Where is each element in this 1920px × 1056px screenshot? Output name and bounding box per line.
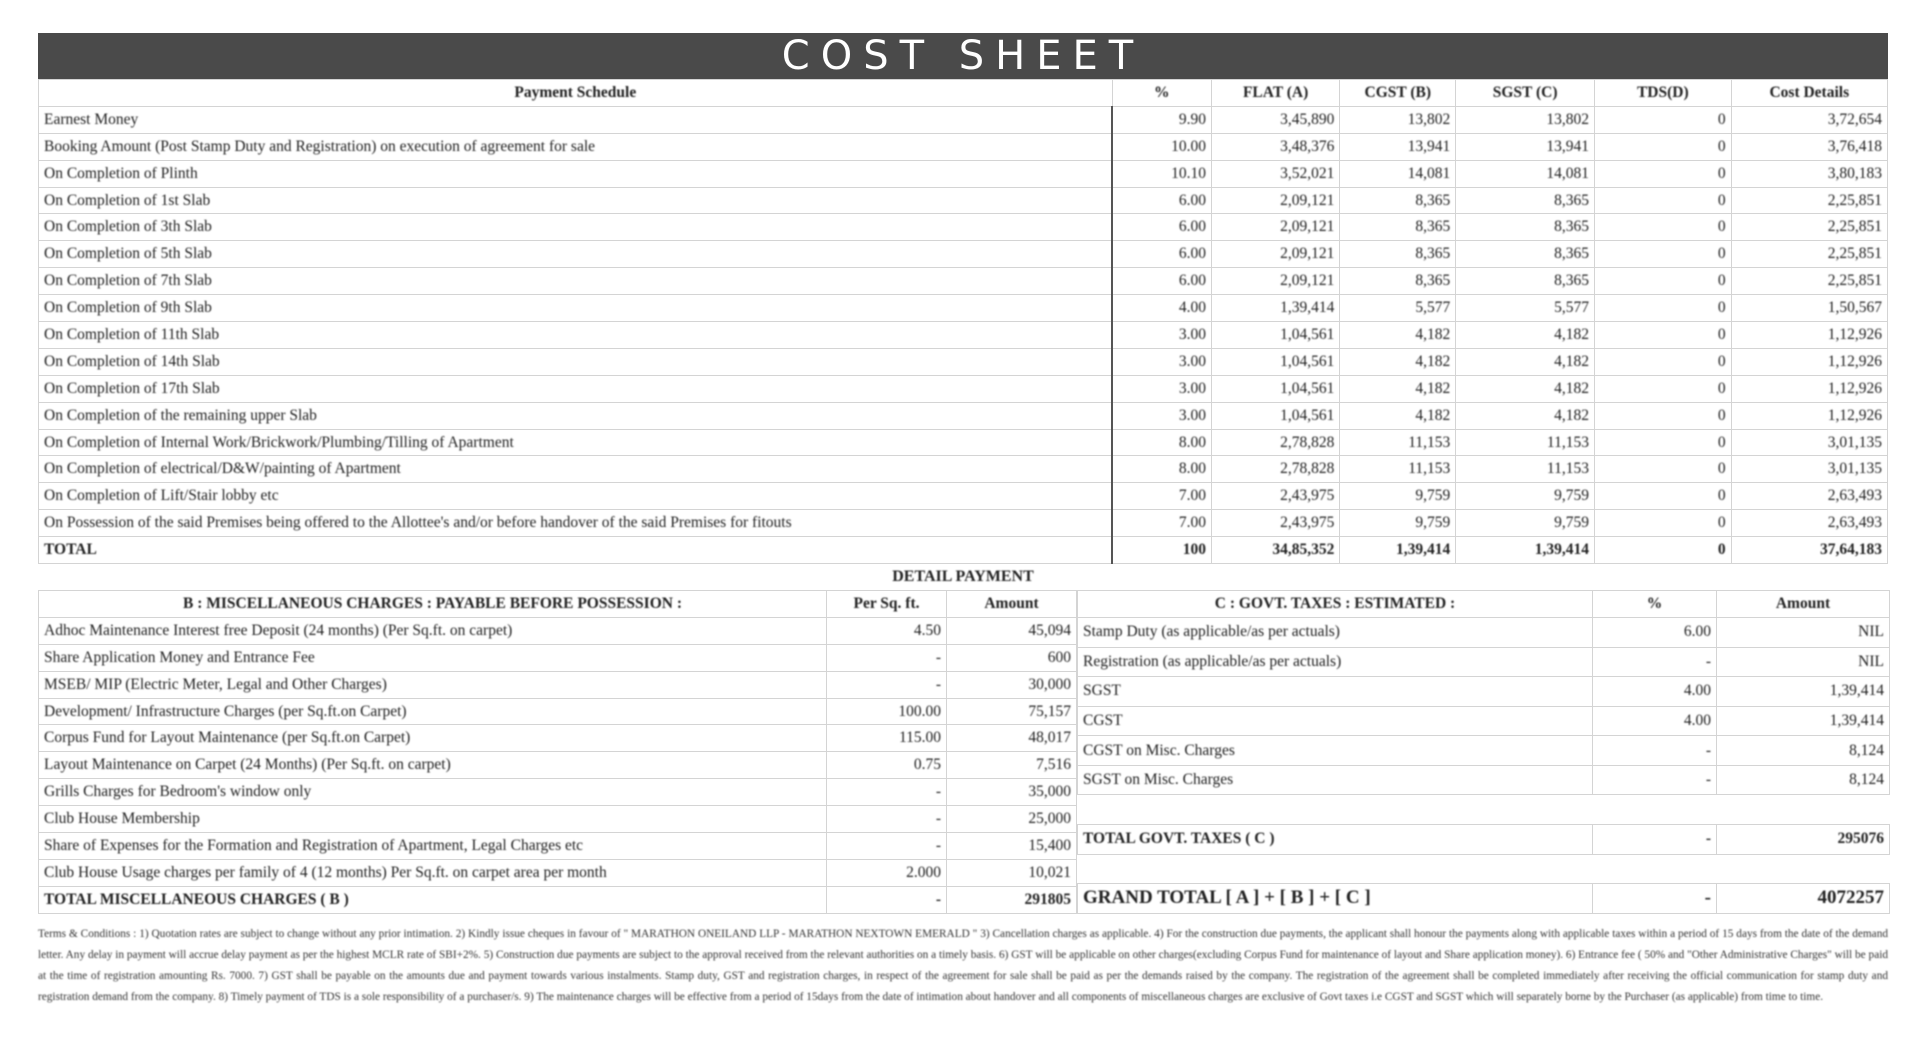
column-header: Cost Details [1731, 80, 1887, 107]
page-title: COST SHEET [781, 33, 1145, 79]
table-cell: SGST on Misc. Charges [1078, 765, 1593, 795]
column-header: Amount [947, 591, 1077, 618]
table-cell: Registration (as applicable/as per actuals) [1078, 647, 1593, 677]
table-cell: 0 [1594, 429, 1731, 456]
table-cell: 8,365 [1340, 187, 1456, 214]
table-cell: 9,759 [1340, 483, 1456, 510]
table-cell: 25,000 [947, 806, 1077, 833]
table-row [39, 187, 1888, 214]
grand-total-cell: 4072257 [1717, 884, 1890, 914]
table-cell: Grills Charges for Bedroom's window only [39, 779, 827, 806]
table-cell: 8,365 [1456, 268, 1595, 295]
table-cell: 4,182 [1340, 348, 1456, 375]
table-row [1078, 647, 1890, 677]
table-cell: 3,72,654 [1731, 106, 1887, 133]
table-cell: 8,124 [1717, 765, 1890, 795]
table-cell: SGST [1078, 677, 1593, 707]
column-header: B : MISCELLANEOUS CHARGES : PAYABLE BEFORE POSSESSION : [39, 591, 827, 618]
table-cell: 13,941 [1340, 133, 1456, 160]
column-header: Payment Schedule [39, 80, 1113, 107]
table-row [39, 725, 1077, 752]
table-cell: 1,04,561 [1211, 375, 1339, 402]
table-cell: 600 [947, 644, 1077, 671]
table-cell: 3.00 [1112, 375, 1211, 402]
table-cell: 8.00 [1112, 456, 1211, 483]
table-cell: - [827, 779, 947, 806]
table-cell: 8,365 [1456, 187, 1595, 214]
table-cell: 2,09,121 [1211, 268, 1339, 295]
table-cell: 2,09,121 [1211, 241, 1339, 268]
table-cell: 0 [1594, 133, 1731, 160]
table-row [39, 644, 1077, 671]
table-cell: 0 [1594, 510, 1731, 537]
table-cell: On Possession of the said Premises being offered to the Allottee's and/or before handover of the said Premises for fitouts [39, 510, 1113, 537]
table-cell: - [1593, 736, 1717, 766]
table-cell: Earnest Money [39, 106, 1113, 133]
table-cell: 2,09,121 [1211, 187, 1339, 214]
table-cell: 4,182 [1456, 322, 1595, 349]
table-cell: 4,182 [1456, 348, 1595, 375]
table-cell: - [827, 806, 947, 833]
table-cell: 3,48,376 [1211, 133, 1339, 160]
table-cell: - [1593, 647, 1717, 677]
terms-and-conditions: Terms & Conditions : 1) Quotation rates are subject to change without any prior intimation. 2) Kindly issue cheques in favour of " MARATHON ONEILAND LLP - MARATHON NEXTOWN EMERALD " 3) Cancellation charges as applicable. 4) For the construction due payments, the applicant shall honour the payments along with applicable taxes within a period of 15 days from the date of the demand letter. Any delay in payment will accrue delay payment as per the highest MCLR rate of SBI+2%. 5) Construction due payments are subject to the approval received from the relevant authorities on a timely basis. 6) GST will be applicable on other charges(excluding Corpus Fund for maintenance of layout and Share application money). 6) Entrance fee ( 50% and "Other Administrative Charges" will be paid at the time of registration amounting Rs. 7000. 7) GST shall be payable on the amounts due and payment towards various instalments. Stamp duty, GST and registration charges, in respect of the agreement for sale shall be paid as per the demands raised by the company. The registration of the agreement shall be completed immediately after receiving the official communication for stamp duty and registration demand from the company. 8) Timely payment of TDS is a sole responsibility of a purchaser/s. 9) The maintenance charges will be effective from a period of 15days from the date of intimation about handover and all components of miscellaneous charges are exclusive of Govt taxes i.e CGST and SGST which will separately borne by the Purchaser (as applicable) from time to time. [38, 927, 1888, 1003]
table-cell: 2,25,851 [1731, 187, 1887, 214]
table-cell: 9.90 [1112, 106, 1211, 133]
table-cell: - [827, 644, 947, 671]
table-row [39, 752, 1077, 779]
gov-total-row [1078, 824, 1890, 854]
column-header: C : GOVT. TAXES : ESTIMATED : [1078, 591, 1593, 618]
table-row [39, 859, 1077, 886]
table-cell: 3,52,021 [1211, 160, 1339, 187]
table-cell: 1,04,561 [1211, 322, 1339, 349]
table-cell: 0 [1594, 187, 1731, 214]
table-cell: On Completion of 7th Slab [39, 268, 1113, 295]
table-cell: 2,43,975 [1211, 483, 1339, 510]
total-cell: 37,64,183 [1731, 537, 1887, 564]
table-cell: 48,017 [947, 725, 1077, 752]
table-cell: Club House Membership [39, 806, 827, 833]
table-cell: On Completion of electrical/D&W/painting of Apartment [39, 456, 1113, 483]
detail-payment-title: DETAIL PAYMENT [892, 568, 1034, 586]
table-cell: 4,182 [1340, 322, 1456, 349]
table-cell: Corpus Fund for Layout Maintenance (per Sq.ft.on Carpet) [39, 725, 827, 752]
table-row [39, 456, 1888, 483]
grand-total-cell: GRAND TOTAL [ A ] + [ B ] + [ C ] [1078, 884, 1593, 914]
table-cell: 3.00 [1112, 348, 1211, 375]
table-cell: 8,365 [1456, 241, 1595, 268]
table-row [39, 429, 1888, 456]
table-cell: 1,39,414 [1211, 295, 1339, 322]
table-cell: 2,25,851 [1731, 268, 1887, 295]
table-cell: Adhoc Maintenance Interest free Deposit (24 months) (Per Sq.ft. on carpet) [39, 617, 827, 644]
table-row [39, 806, 1077, 833]
table-cell: 7,516 [947, 752, 1077, 779]
table-cell: 0 [1594, 375, 1731, 402]
table-cell: Stamp Duty (as applicable/as per actuals) [1078, 617, 1593, 647]
table-cell: 1,04,561 [1211, 402, 1339, 429]
blank-cell [1078, 854, 1890, 884]
table-row [39, 268, 1888, 295]
total-cell: TOTAL [39, 537, 1113, 564]
table-cell: 6.00 [1112, 268, 1211, 295]
table-cell: 3,01,135 [1731, 429, 1887, 456]
total-cell: 291805 [947, 886, 1077, 913]
table-cell: 8,124 [1717, 736, 1890, 766]
table-cell: 0 [1594, 106, 1731, 133]
table-row [39, 106, 1888, 133]
detail-payment-section [38, 590, 1888, 914]
table-cell: 1,04,561 [1211, 348, 1339, 375]
table-cell: 2,43,975 [1211, 510, 1339, 537]
table-row [1078, 765, 1890, 795]
table-cell: 10.10 [1112, 160, 1211, 187]
table-cell: - [827, 833, 947, 860]
table-cell: 4.50 [827, 617, 947, 644]
column-header: % [1593, 591, 1717, 618]
table-cell: 14,081 [1340, 160, 1456, 187]
schedule-total-row [39, 537, 1888, 564]
table-cell: 2,78,828 [1211, 429, 1339, 456]
table-row [39, 671, 1077, 698]
table-cell: 1,12,926 [1731, 348, 1887, 375]
table-cell: 2,63,493 [1731, 483, 1887, 510]
table-cell: 4,182 [1340, 375, 1456, 402]
table-cell: 0 [1594, 456, 1731, 483]
table-cell: 0 [1594, 402, 1731, 429]
column-header: SGST (C) [1456, 80, 1595, 107]
table-cell: Development/ Infrastructure Charges (per Sq.ft.on Carpet) [39, 698, 827, 725]
table-cell: On Completion of the remaining upper Slab [39, 402, 1113, 429]
table-cell: - [1593, 765, 1717, 795]
misc-charges-table [38, 590, 1077, 914]
title-bar [38, 33, 1888, 79]
table-cell: Share Application Money and Entrance Fee [39, 644, 827, 671]
table-cell: 2,25,851 [1731, 214, 1887, 241]
table-cell: 1,12,926 [1731, 402, 1887, 429]
table-cell: 0 [1594, 295, 1731, 322]
payment-schedule-table [38, 79, 1888, 564]
table-row [39, 617, 1077, 644]
table-cell: 8,365 [1456, 214, 1595, 241]
table-row [39, 214, 1888, 241]
table-row [39, 698, 1077, 725]
table-cell: 9,759 [1456, 510, 1595, 537]
total-cell: TOTAL MISCELLANEOUS CHARGES ( B ) [39, 886, 827, 913]
table-cell: On Completion of 1st Slab [39, 187, 1113, 214]
table-cell: 3,80,183 [1731, 160, 1887, 187]
table-cell: 4,182 [1456, 402, 1595, 429]
table-cell: 1,12,926 [1731, 322, 1887, 349]
table-cell: 14,081 [1456, 160, 1595, 187]
table-cell: 4,182 [1456, 375, 1595, 402]
table-cell: 1,39,414 [1717, 677, 1890, 707]
grand-total-cell: - [1593, 884, 1717, 914]
table-cell: 30,000 [947, 671, 1077, 698]
table-cell: 6.00 [1112, 214, 1211, 241]
total-cell: 295076 [1717, 824, 1890, 854]
cost-sheet [38, 33, 1888, 1008]
table-cell: 4.00 [1112, 295, 1211, 322]
table-cell: 11,153 [1340, 456, 1456, 483]
column-header: CGST (B) [1340, 80, 1456, 107]
table-cell: On Completion of Internal Work/Brickwork/Plumbing/Tilling of Apartment [39, 429, 1113, 456]
total-cell: - [1593, 824, 1717, 854]
table-cell: 9,759 [1456, 483, 1595, 510]
table-cell: 6.00 [1112, 241, 1211, 268]
table-cell: On Completion of 9th Slab [39, 295, 1113, 322]
table-row [1078, 677, 1890, 707]
table-cell: MSEB/ MIP (Electric Meter, Legal and Other Charges) [39, 671, 827, 698]
table-cell: On Completion of 17th Slab [39, 375, 1113, 402]
table-row [39, 133, 1888, 160]
table-cell: 11,153 [1340, 429, 1456, 456]
table-row [39, 833, 1077, 860]
table-row [1078, 736, 1890, 766]
table-cell: 2,09,121 [1211, 214, 1339, 241]
table-cell: On Completion of 14th Slab [39, 348, 1113, 375]
table-cell: 13,941 [1456, 133, 1595, 160]
table-cell: 13,802 [1456, 106, 1595, 133]
table-row [39, 402, 1888, 429]
table-cell: 1,50,567 [1731, 295, 1887, 322]
total-cell: - [827, 886, 947, 913]
total-cell: 100 [1112, 537, 1211, 564]
table-cell: CGST [1078, 706, 1593, 736]
table-cell: 3.00 [1112, 322, 1211, 349]
table-cell: Booking Amount (Post Stamp Duty and Registration) on execution of agreement for sale [39, 133, 1113, 160]
table-cell: 9,759 [1340, 510, 1456, 537]
column-header: TDS(D) [1594, 80, 1731, 107]
table-cell: 13,802 [1340, 106, 1456, 133]
table-cell: 10,021 [947, 859, 1077, 886]
misc-total-row [39, 886, 1077, 913]
table-row [39, 348, 1888, 375]
table-cell: 45,094 [947, 617, 1077, 644]
table-cell: On Completion of Lift/Stair lobby etc [39, 483, 1113, 510]
table-cell: NIL [1717, 647, 1890, 677]
schedule-header-row [39, 80, 1888, 107]
table-cell: 7.00 [1112, 483, 1211, 510]
table-cell: 0 [1594, 348, 1731, 375]
table-cell: 3,76,418 [1731, 133, 1887, 160]
total-cell: TOTAL GOVT. TAXES ( C ) [1078, 824, 1593, 854]
table-cell: On Completion of Plinth [39, 160, 1113, 187]
table-cell: 11,153 [1456, 456, 1595, 483]
misc-header-row [39, 591, 1077, 618]
grand-total-row [1078, 884, 1890, 914]
table-cell: 3.00 [1112, 402, 1211, 429]
table-row [39, 295, 1888, 322]
table-cell: 2,78,828 [1211, 456, 1339, 483]
table-row [39, 322, 1888, 349]
table-cell: 8,365 [1340, 214, 1456, 241]
table-cell: - [827, 671, 947, 698]
table-cell: 2,25,851 [1731, 241, 1887, 268]
table-cell: 0.75 [827, 752, 947, 779]
column-header: Per Sq. ft. [827, 591, 947, 618]
table-cell: 3,45,890 [1211, 106, 1339, 133]
gov-header-row [1078, 591, 1890, 618]
table-cell: 0 [1594, 214, 1731, 241]
table-row [39, 779, 1077, 806]
table-cell: 5,577 [1340, 295, 1456, 322]
table-row [39, 160, 1888, 187]
table-cell: CGST on Misc. Charges [1078, 736, 1593, 766]
table-cell: 4.00 [1593, 677, 1717, 707]
table-cell: 4.00 [1593, 706, 1717, 736]
table-cell: 8.00 [1112, 429, 1211, 456]
table-cell: 100.00 [827, 698, 947, 725]
table-cell: Share of Expenses for the Formation and Registration of Apartment, Legal Charges etc [39, 833, 827, 860]
total-cell: 0 [1594, 537, 1731, 564]
table-cell: On Completion of 5th Slab [39, 241, 1113, 268]
table-cell: 15,400 [947, 833, 1077, 860]
table-cell: 4,182 [1340, 402, 1456, 429]
table-row [39, 483, 1888, 510]
table-cell: 0 [1594, 483, 1731, 510]
table-cell: 1,12,926 [1731, 375, 1887, 402]
table-cell: 0 [1594, 268, 1731, 295]
table-cell: 6.00 [1112, 187, 1211, 214]
table-cell: Club House Usage charges per family of 4 (12 months) Per Sq.ft. on carpet area per month [39, 859, 827, 886]
table-row [39, 375, 1888, 402]
table-cell: 8,365 [1340, 241, 1456, 268]
table-cell: On Completion of 3th Slab [39, 214, 1113, 241]
table-row [1078, 617, 1890, 647]
govt-taxes-table [1077, 590, 1890, 914]
table-cell: 2,63,493 [1731, 510, 1887, 537]
column-header: Amount [1717, 591, 1890, 618]
table-cell: NIL [1717, 617, 1890, 647]
table-cell: 35,000 [947, 779, 1077, 806]
table-cell: 7.00 [1112, 510, 1211, 537]
blank-cell [1078, 795, 1890, 825]
total-cell: 34,85,352 [1211, 537, 1339, 564]
table-row [1078, 706, 1890, 736]
table-cell: 3,01,135 [1731, 456, 1887, 483]
table-cell: 115.00 [827, 725, 947, 752]
total-cell: 1,39,414 [1340, 537, 1456, 564]
table-cell: 5,577 [1456, 295, 1595, 322]
table-cell: 0 [1594, 241, 1731, 268]
table-cell: 0 [1594, 322, 1731, 349]
table-cell: 1,39,414 [1717, 706, 1890, 736]
table-cell: 10.00 [1112, 133, 1211, 160]
table-cell: 6.00 [1593, 617, 1717, 647]
table-cell: 8,365 [1340, 268, 1456, 295]
table-cell: 75,157 [947, 698, 1077, 725]
table-cell: 11,153 [1456, 429, 1595, 456]
blank-row [1078, 854, 1890, 884]
column-header: % [1112, 80, 1211, 107]
table-cell: Layout Maintenance on Carpet (24 Months) (Per Sq.ft. on carpet) [39, 752, 827, 779]
table-cell: 0 [1594, 160, 1731, 187]
table-row [39, 510, 1888, 537]
table-row [39, 241, 1888, 268]
table-cell: On Completion of 11th Slab [39, 322, 1113, 349]
blank-row [1078, 795, 1890, 825]
column-header: FLAT (A) [1211, 80, 1339, 107]
table-cell: 2.000 [827, 859, 947, 886]
total-cell: 1,39,414 [1456, 537, 1595, 564]
